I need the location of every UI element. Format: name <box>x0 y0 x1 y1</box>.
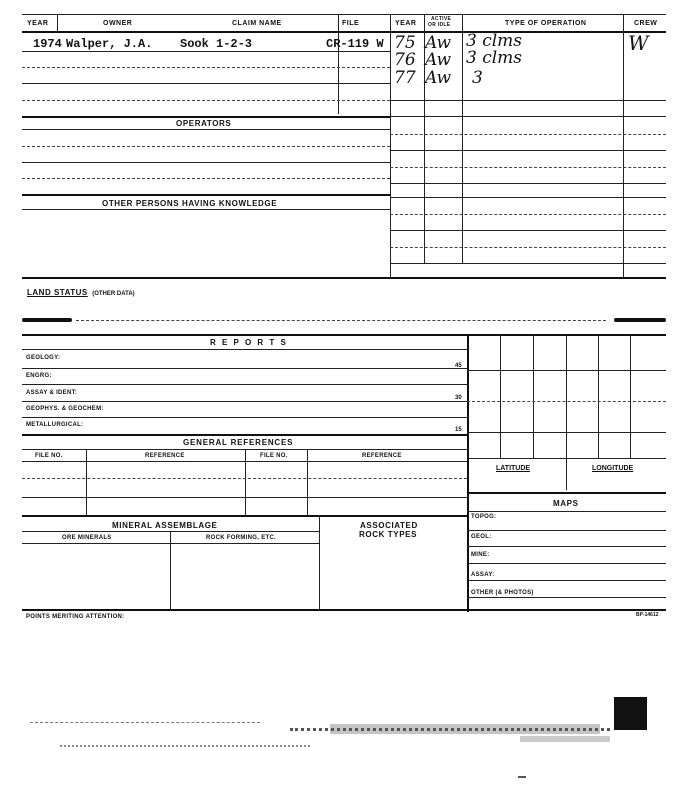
references-col <box>245 449 246 515</box>
op1-crew: W <box>628 31 649 55</box>
references-row-line <box>22 497 467 498</box>
references-file-no-1: FILE NO. <box>35 453 63 459</box>
header-year: YEAR <box>27 20 49 27</box>
op-row-line <box>390 247 666 248</box>
reports-row-line <box>22 384 467 385</box>
record-year: 1974 <box>33 37 62 51</box>
grid-row <box>467 432 666 433</box>
form-number: BP-14612 <box>636 612 659 618</box>
reports-row-line <box>22 368 467 369</box>
reports-num-30: 30 <box>455 395 462 401</box>
longitude-label: LONGITUDE <box>592 465 634 472</box>
reports-metallurgical: METALLURGICAL: <box>26 422 84 428</box>
maps-row-line <box>467 580 666 581</box>
scan-registration-block <box>614 697 647 730</box>
header-active: ACTIVE <box>431 16 452 22</box>
reports-row-line <box>22 417 467 418</box>
op1-type: 3 clms <box>466 31 523 51</box>
references-row-line <box>22 478 467 479</box>
maps-row-line <box>467 546 666 547</box>
scan-noise <box>30 722 260 723</box>
grid-col <box>500 334 501 458</box>
header-bottom-rule <box>22 31 666 33</box>
row-line <box>22 162 390 163</box>
maps-mine: MINE: <box>471 552 490 558</box>
row-line <box>22 146 390 147</box>
other-persons-rule <box>22 194 390 196</box>
row-line <box>22 100 390 101</box>
grid-row <box>467 370 666 371</box>
header-owner: OWNER <box>103 20 133 27</box>
form-bottom-rule <box>22 609 666 611</box>
reports-bottom-rule <box>22 434 467 436</box>
land-status-note: (OTHER DATA) <box>92 291 135 297</box>
general-references-title: GENERAL REFERENCES <box>183 438 294 447</box>
op-row-line <box>390 183 666 184</box>
points-meriting-attention: POINTS MERITING ATTENTION: <box>26 614 125 620</box>
op-row-line <box>390 197 666 198</box>
op2-status: Aw <box>425 50 452 70</box>
col-sep <box>338 14 339 114</box>
maps-top-rule <box>467 492 666 494</box>
op-row-line <box>390 167 666 168</box>
maps-row-line <box>467 530 666 531</box>
reports-right-border <box>467 334 469 612</box>
mineral-top-rule <box>22 515 467 517</box>
op-row-line <box>390 116 666 117</box>
op1-year: 75 <box>394 33 416 53</box>
references-reference-1: REFERENCE <box>145 453 185 459</box>
op3-status: Aw <box>425 68 452 88</box>
mineral-rock-forming: ROCK FORMING, ETC. <box>206 535 277 541</box>
row-line <box>22 129 390 130</box>
maps-geol: GEOL: <box>471 534 492 540</box>
mineral-col <box>319 515 320 610</box>
scan-mark-right <box>614 318 666 322</box>
col-sep <box>623 14 624 278</box>
reports-engrg: ENGRG: <box>26 373 52 379</box>
references-col <box>307 449 308 515</box>
scan-mark-left <box>22 318 72 322</box>
references-col <box>86 449 87 515</box>
scan-noise <box>518 776 526 778</box>
maps-other: OTHER (& PHOTOS) <box>471 590 534 596</box>
op3-year: 77 <box>394 68 416 88</box>
row-line <box>22 209 390 210</box>
op-row-line <box>390 134 666 135</box>
record-claim-name: Sook 1-2-3 <box>180 37 253 51</box>
mineral-ore-minerals: ORE MINERALS <box>62 535 112 541</box>
reports-num-15: 15 <box>455 427 462 433</box>
reports-top-rule <box>22 334 666 336</box>
reports-assay: ASSAY & IDENT: <box>26 390 78 396</box>
row-line <box>22 67 390 68</box>
other-persons-title: OTHER PERSONS HAVING KNOWLEDGE <box>102 199 278 208</box>
maps-title: MAPS <box>553 499 579 508</box>
land-status-title: LAND STATUS <box>27 288 88 297</box>
col-sep <box>57 14 58 32</box>
land-status-line <box>76 320 606 321</box>
operators-rule <box>22 116 390 118</box>
land-status-heading <box>27 282 135 300</box>
maps-topog: TOPOG: <box>471 514 497 520</box>
mineral-assemblage-title: MINERAL ASSEMBLAGE <box>112 521 218 530</box>
scan-noise <box>60 745 310 747</box>
op-row-line <box>390 230 666 231</box>
col-sep <box>462 14 463 264</box>
reports-row-line <box>22 349 467 350</box>
header-type-of-operation: TYPE OF OPERATION <box>505 20 587 27</box>
op2-year: 76 <box>394 50 416 70</box>
col-sep-right-block <box>390 14 391 278</box>
grid-row <box>467 458 666 459</box>
maps-row-line <box>467 597 666 598</box>
grid-row <box>467 401 666 402</box>
row-line <box>22 51 390 52</box>
scan-noise <box>330 724 600 734</box>
row-line <box>22 178 390 179</box>
scan-noise <box>520 736 610 742</box>
grid-col <box>566 334 567 490</box>
header-year-2: YEAR <box>395 20 417 27</box>
operators-title: OPERATORS <box>176 119 232 128</box>
grid-col <box>598 334 599 458</box>
top-block-bottom-rule <box>22 277 666 279</box>
reports-geophys: GEOPHYS. & GEOCHEM: <box>26 406 104 412</box>
op-row-line <box>390 100 666 101</box>
op-row-line <box>390 263 666 264</box>
op3-type: 3 <box>472 68 483 88</box>
op-row-line <box>390 150 666 151</box>
grid-col <box>630 334 631 458</box>
header-file: FILE <box>342 20 360 27</box>
maps-assay: ASSAY: <box>471 572 495 578</box>
op2-type: 3 clms <box>466 48 523 68</box>
header-crew: CREW <box>634 20 658 27</box>
reports-title: R E P O R T S <box>210 338 288 347</box>
latitude-label: LATITUDE <box>496 465 531 472</box>
record-file: CR-119 W <box>326 37 384 51</box>
op-row-line <box>390 214 666 215</box>
associated-line1: ASSOCIATED <box>360 521 418 530</box>
op1-status: Aw <box>425 33 452 53</box>
header-or-idle: OR IDLE <box>428 22 451 28</box>
reports-row-line <box>22 401 467 402</box>
grid-col <box>533 334 534 458</box>
header-top-rule <box>22 14 666 15</box>
reports-num-45: 45 <box>455 363 462 369</box>
row-line <box>22 83 390 84</box>
maps-row-line <box>467 511 666 512</box>
associated-line2: ROCK TYPES <box>359 530 418 539</box>
record-owner: Walper, J.A. <box>66 37 153 51</box>
references-file-no-2: FILE NO. <box>260 453 288 459</box>
reports-geology: GEOLOGY: <box>26 355 61 361</box>
references-reference-2: REFERENCE <box>362 453 402 459</box>
mineral-col <box>170 531 171 610</box>
maps-row-line <box>467 563 666 564</box>
header-claim-name: CLAIM NAME <box>232 20 282 27</box>
